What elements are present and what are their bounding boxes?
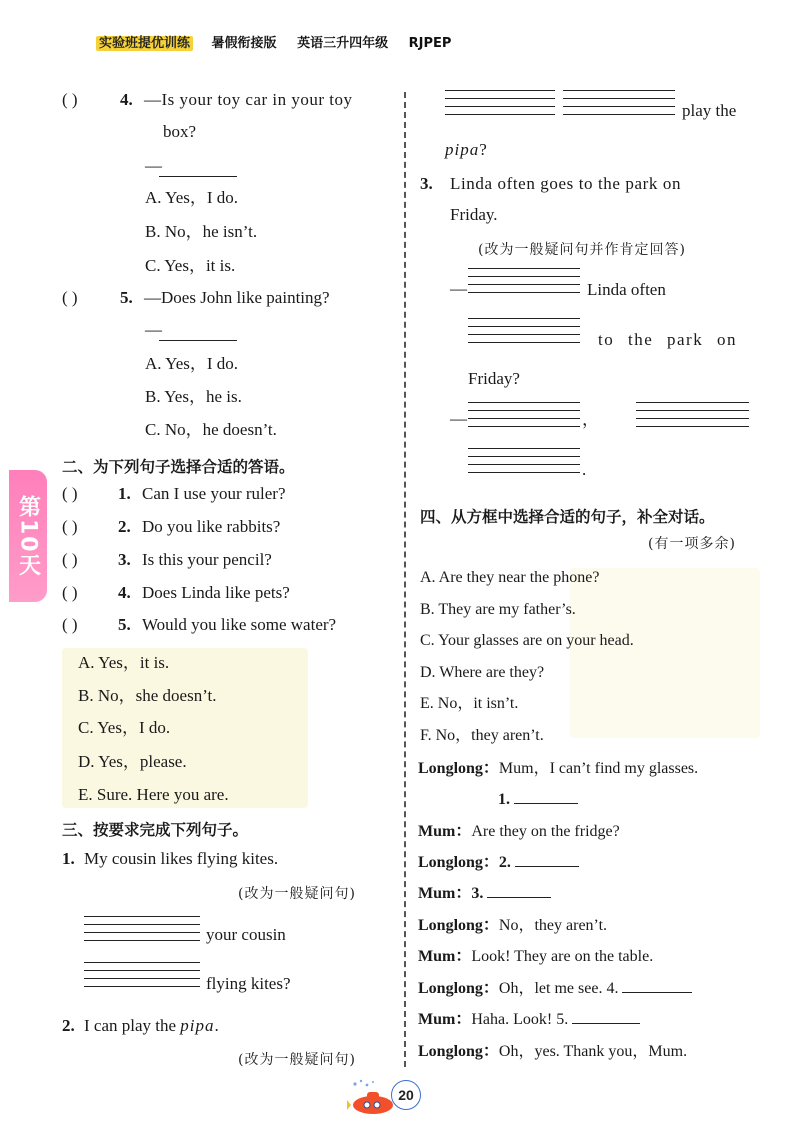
question-text: My cousin likes flying kites.: [84, 849, 279, 868]
text-part: .: [214, 1016, 219, 1035]
dialogue-line: [418, 979, 692, 998]
line-text: Oh，let me see. 4.: [498, 980, 619, 997]
answer-blank[interactable]: [514, 790, 578, 804]
answer-blank[interactable]: [563, 114, 675, 115]
answer-paren[interactable]: ( ): [62, 615, 78, 634]
sentence-fragment: Friday?: [468, 369, 520, 388]
answer-blank[interactable]: [563, 90, 675, 91]
answer-blank[interactable]: [563, 98, 675, 99]
answer-dash: —: [450, 409, 467, 428]
blank-number: 2.: [498, 854, 511, 871]
answer-blank[interactable]: [572, 1010, 640, 1024]
text-part: I can play the: [84, 1016, 181, 1035]
sentence-fragment: play the: [682, 101, 737, 120]
instruction-note: (有一项多余): [648, 536, 736, 552]
section-title: 三、按要求完成下列句子。: [62, 821, 249, 839]
line-text: Are they on the fridge?: [471, 823, 620, 840]
speaker: Longlong：: [418, 1043, 499, 1060]
speaker: Mum：: [418, 885, 472, 902]
answer-blank[interactable]: [84, 932, 200, 933]
answer-blank[interactable]: [636, 426, 749, 427]
line-text: Mum，I can’t find my glasses.: [498, 760, 699, 777]
question-text: —Is your toy car in your toy: [144, 90, 353, 109]
line-text: Look! They are on the table.: [471, 948, 654, 965]
page-number: 20: [391, 1080, 421, 1110]
answer-choice: C. Yes，I do.: [78, 718, 171, 737]
dialogue-line: [418, 916, 607, 935]
answer-blank[interactable]: [468, 292, 580, 293]
answer-blank[interactable]: [159, 176, 237, 177]
answer-blank[interactable]: [84, 986, 200, 987]
sentence-fragment: to the park on: [598, 330, 737, 349]
day-tab: [9, 470, 47, 602]
sentence-fragment: Linda often: [587, 280, 666, 299]
punctuation: ，: [582, 410, 599, 429]
day-tab-label: 第10天: [15, 494, 41, 578]
answer-blank[interactable]: [468, 342, 580, 343]
answer-choice: E. Sure. Here you are.: [78, 785, 229, 804]
dialogue-line: [418, 853, 579, 872]
speaker: Mum：: [418, 948, 472, 965]
question-text: Linda often goes to the park on: [450, 174, 682, 193]
dialogue-line: [418, 947, 653, 966]
question-text: Would you like some water?: [142, 615, 337, 634]
answer-paren[interactable]: ( ): [62, 517, 78, 536]
answer-blank[interactable]: [468, 448, 580, 449]
answer-blank[interactable]: [468, 318, 580, 319]
answer-blank[interactable]: [468, 418, 580, 419]
subject-label: 英语三升四年级: [297, 36, 389, 51]
dialogue-option: D. Where are they?: [420, 664, 545, 681]
answer-paren[interactable]: ( ): [62, 288, 78, 307]
answer-blank[interactable]: [468, 276, 580, 277]
option: C. Yes，it is.: [145, 256, 236, 275]
question-text: Does Linda like pets?: [142, 583, 290, 602]
instruction-note: (改为一般疑问句并作肯定回答): [478, 242, 686, 258]
page-header: [96, 32, 451, 51]
dialogue-option: A. Are they near the phone?: [420, 569, 600, 586]
answer-blank[interactable]: [159, 340, 237, 341]
version-label: RJPEP: [408, 36, 452, 51]
answer-blank[interactable]: [636, 410, 749, 411]
page-footer: [345, 1078, 435, 1118]
dialogue-line: [418, 1042, 687, 1061]
answer-blank[interactable]: [563, 106, 675, 107]
answer-blank[interactable]: [468, 268, 580, 269]
question-number: 3.: [420, 174, 433, 193]
sentence-fragment: [445, 140, 487, 160]
answer-paren[interactable]: ( ): [62, 90, 78, 109]
answer-blank[interactable]: [468, 472, 580, 473]
answer-blank[interactable]: [468, 402, 580, 403]
answer-blank[interactable]: [515, 853, 579, 867]
question-text: [84, 1016, 219, 1036]
blank-number: 3.: [471, 885, 484, 902]
option: C. No，he doesn’t.: [145, 420, 277, 439]
question-text: —Does John like painting?: [144, 288, 330, 307]
dialogue-option: C. Your glasses are on your head.: [420, 632, 634, 649]
question-number: 5.: [118, 615, 131, 634]
answer-blank[interactable]: [445, 114, 555, 115]
answer-blank[interactable]: [84, 962, 200, 963]
answer-blank[interactable]: [84, 916, 200, 917]
speaker: Mum：: [418, 823, 472, 840]
speaker: Longlong：: [418, 980, 499, 997]
answer-blank[interactable]: [84, 978, 200, 979]
answer-blank[interactable]: [84, 924, 200, 925]
answer-blank[interactable]: [468, 464, 580, 465]
dialogue-option: F. No，they aren’t.: [420, 727, 544, 744]
instruction-note: (改为一般疑问句): [238, 886, 356, 902]
answer-blank[interactable]: [622, 979, 692, 993]
edition-label: 暑假衔接版: [211, 36, 277, 51]
answer-choice: B. No，she doesn’t.: [78, 686, 217, 705]
sentence-fragment: flying kites?: [206, 974, 291, 993]
question-number: 1.: [118, 484, 131, 503]
answer-blank[interactable]: [84, 970, 200, 971]
question-text: Friday.: [450, 205, 498, 224]
punctuation: .: [582, 460, 587, 479]
question-number: 5.: [120, 288, 133, 307]
brand-label: 实验班提优训练: [96, 36, 193, 51]
speaker: Longlong：: [418, 854, 499, 871]
question-number: 2.: [62, 1016, 75, 1035]
answer-blank[interactable]: [468, 426, 580, 427]
text-part-italic: pipa: [445, 140, 480, 159]
answer-blank[interactable]: [445, 98, 555, 99]
options-box: [570, 568, 760, 738]
text-part-italic: pipa: [180, 1016, 215, 1035]
answer-blank[interactable]: [468, 410, 580, 411]
answer-dash: —: [145, 320, 162, 339]
line-text: No，they aren’t.: [498, 917, 608, 934]
answer-blank[interactable]: [468, 326, 580, 327]
column-divider: [404, 92, 406, 1067]
question-number: 4.: [120, 90, 133, 109]
sentence-fragment: your cousin: [206, 925, 286, 944]
option: A. Yes，I do.: [145, 188, 239, 207]
question-text: box?: [163, 122, 197, 141]
question-text: Can I use your ruler?: [142, 484, 286, 503]
speaker: Longlong：: [418, 760, 499, 777]
answer-choice: D. Yes，please.: [78, 752, 187, 771]
answer-blank[interactable]: [468, 334, 580, 335]
dialogue-line: [498, 790, 578, 809]
line-text: Haha. Look! 5.: [471, 1011, 569, 1028]
instruction-note: (改为一般疑问句): [238, 1052, 356, 1068]
answer-paren[interactable]: ( ): [62, 484, 78, 503]
dialogue-option: E. No，it isn’t.: [420, 695, 519, 712]
question-number: 4.: [118, 583, 131, 602]
answer-blank[interactable]: [636, 402, 749, 403]
speaker: Mum：: [418, 1011, 472, 1028]
answer-paren[interactable]: ( ): [62, 550, 78, 569]
dialogue-option: B. They are my father’s.: [420, 601, 576, 618]
answer-blank[interactable]: [468, 284, 580, 285]
speaker: Longlong：: [418, 917, 499, 934]
section-title: 二、为下列句子选择合适的答语。: [62, 458, 295, 476]
dialogue-line: [418, 759, 698, 778]
option: A. Yes，I do.: [145, 354, 239, 373]
answer-paren[interactable]: ( ): [62, 583, 78, 602]
option: B. No，he isn’t.: [145, 222, 258, 241]
answer-blank[interactable]: [487, 884, 551, 898]
answer-blank[interactable]: [636, 418, 749, 419]
answer-blank[interactable]: [445, 106, 555, 107]
option: B. Yes，he is.: [145, 387, 242, 406]
question-text: Do you like rabbits?: [142, 517, 281, 536]
dialogue-line: [418, 1010, 640, 1029]
line-text: Oh，yes. Thank you，Mum.: [498, 1043, 688, 1060]
question-number: 2.: [118, 517, 131, 536]
question-number: 1.: [62, 849, 75, 868]
question-number: 3.: [118, 550, 131, 569]
answer-blank[interactable]: [468, 456, 580, 457]
answer-blank[interactable]: [445, 90, 555, 91]
dialogue-line: [418, 884, 551, 903]
question-text: Is this your pencil?: [142, 550, 272, 569]
answer-dash: —: [145, 156, 162, 175]
answer-blank[interactable]: [84, 940, 200, 941]
dialogue-line: [418, 822, 620, 841]
blank-number: 1.: [498, 791, 510, 808]
text-part: ?: [479, 140, 487, 159]
answer-dash: —: [450, 279, 467, 298]
section-title: 四、从方框中选择合适的句子，补全对话。: [420, 508, 715, 526]
answer-choice: A. Yes，it is.: [78, 653, 170, 672]
